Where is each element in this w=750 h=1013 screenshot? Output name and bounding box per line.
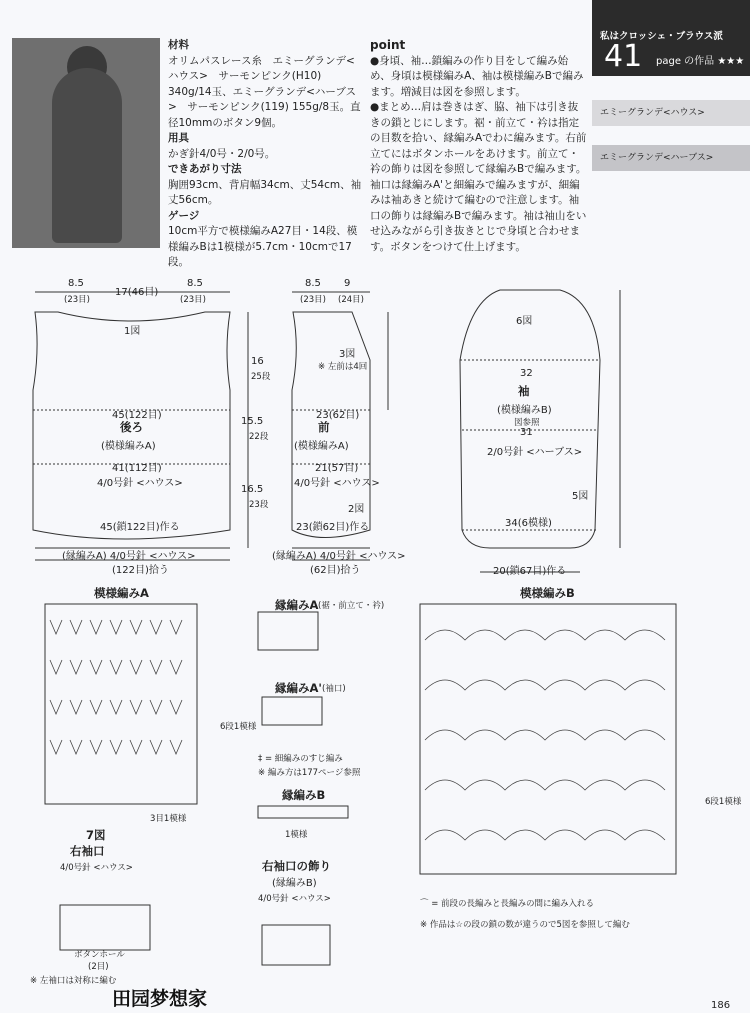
pattern-a-rows: 6段1模様 — [220, 722, 257, 732]
edging-a-sub: (裾・前立て・衿) — [318, 601, 385, 611]
edging-a2-title: 縁編みA' — [275, 681, 322, 695]
front-note: ※ 左前は4回 — [318, 362, 368, 372]
sleeve-label: 袖 — [518, 384, 530, 398]
sleeve-needle: 2/0号針 <ハーブス> — [487, 447, 583, 458]
back-needle: 4/0号針 <ハウス> — [97, 478, 183, 489]
materials-text: オリムパスレース糸 エミーグランデ<ハウス> サーモンピンク(H10) 340g/14玉、エミーグランデ<ハーブス> サーモンピンク(119) 155g/8玉。直径10mmのボタン9個。 — [168, 54, 361, 129]
legend-3: ⌒ = 前段の長編みと長編みの間に編み入れる — [420, 899, 595, 909]
height-25: 25段 — [251, 372, 271, 382]
yarn-label-herbs: エミーグランデ<ハーブス> — [592, 145, 750, 171]
front-pattern: (模様編みA) — [294, 441, 349, 452]
back-edging: (縁編みA) 4/0号針 <ハウス> — [62, 551, 196, 562]
watermark: 田园梦想家 — [112, 988, 208, 1010]
pattern-b-rows: 6段1模様 — [705, 797, 742, 807]
size-title: できあがり寸法 — [168, 163, 242, 175]
pattern-b-title: 模様編みB — [520, 586, 575, 600]
fig7-label: 7図 — [86, 828, 106, 842]
cuff-right-title: 右袖口 — [70, 844, 105, 858]
gauge-text: 10cm平方で模様編みA27目・14段、模様編みBは1模様が5.7cm・10cmで17段。 — [168, 225, 358, 268]
height-16: 16 — [251, 356, 264, 367]
pattern-b-chart — [420, 604, 676, 874]
sleeve-width-31: 31 — [520, 427, 533, 438]
front-label: 前 — [318, 420, 330, 434]
cuff-deco-title: 右袖口の飾り — [262, 859, 331, 873]
back-top-85b: 8.5 — [187, 278, 203, 289]
edging-a2-sub: (袖口) — [322, 684, 346, 694]
buttonhole-label: ボタンホール — [74, 950, 125, 960]
back-width-1: 45(122目) — [112, 410, 162, 421]
front-top-23: (23目) — [300, 295, 326, 305]
materials-title: 材料 — [168, 39, 189, 51]
cuff-deco-needle: 4/0号針 <ハウス> — [258, 894, 331, 904]
point-item-2: ●まとめ…肩は巻きはぎ、脇、袖下は引き抜きの鎖とじにします。裾・前立て・衿は指定の目数を拾い、縁編みAでわに編みます。右前立てにはボタンホールをあけます。前立て・衿の飾りは図を参照して縁編みBで編みます。袖口は縁編みA'と細編みで編みますが、細編みは袖あきと続けて編むので注意します。袖口の飾りは縁編みBで編みます。袖は袖山をいせ込みながら引き抜きとじで身頃と合わせます。ボタンをつけて仕上げます。 — [370, 101, 587, 253]
front-top-85: 8.5 — [305, 278, 321, 289]
pattern-a-repeat: 3目1模様 — [150, 814, 187, 824]
front-top-9: 9 — [344, 278, 351, 289]
fig5-label: 5図 — [572, 491, 589, 502]
yarn-label-house: エミーグランデ<ハウス> — [592, 100, 750, 126]
buttonhole-sub: (2目) — [88, 962, 109, 972]
height-23: 23段 — [249, 500, 269, 510]
front-edging: (縁編みA) 4/0号針 <ハウス> — [272, 551, 406, 562]
legend-4: ※ 作品は☆の段の鎖の数が違うので5図を参照して編む — [420, 920, 630, 930]
tools-title: 用具 — [168, 132, 189, 144]
front-needle: 4/0号針 <ハウス> — [294, 478, 380, 489]
height-165: 16.5 — [241, 484, 264, 495]
back-pick-up: (122目)拾う — [112, 565, 169, 576]
height-155: 15.5 — [241, 416, 264, 427]
fig1-label: 1図 — [124, 326, 141, 337]
back-cast-on: 45(鎖122目)作る — [100, 522, 180, 533]
size-text: 胸囲93cm、背肩幅34cm、丈54cm、袖丈56cm。 — [168, 178, 362, 206]
note-left-cuff: ※ 左袖口は対称に編む — [30, 976, 117, 986]
pattern-number: 41 — [604, 39, 643, 74]
page-label: page の作品 ★★★ — [656, 56, 745, 67]
cuff-deco-sub: (縁編みB) — [272, 878, 317, 889]
height-22: 22段 — [249, 432, 269, 442]
fig6-label: 6図 — [516, 316, 533, 327]
front-width-1: 23(62目) — [316, 410, 360, 421]
cuff-figure — [60, 905, 150, 950]
fig3-label: 3図 — [339, 349, 356, 360]
edging-b-chart — [258, 806, 348, 818]
legend-1: ‡ = 細編みのすじ編み — [258, 754, 343, 764]
sleeve-ref: 図参照 — [514, 418, 540, 428]
pattern-a-title: 模様編みA — [94, 586, 149, 600]
back-width-2: 41(112目) — [112, 463, 162, 474]
back-top-23a: (23目) — [64, 295, 90, 305]
edging-b-repeat: 1模様 — [285, 830, 308, 840]
front-cast-on: 23(鎖62目)作る — [296, 522, 370, 533]
sleeve-width-32: 32 — [520, 368, 533, 379]
back-pattern: (模様編みA) — [101, 441, 156, 452]
front-pick-up: (62目)拾う — [310, 565, 361, 576]
back-label: 後ろ — [120, 420, 143, 434]
sleeve-cast-on: 20(鎖67目)作る — [493, 566, 567, 577]
gauge-title: ゲージ — [168, 209, 200, 222]
edging-a-title: 縁編みA — [275, 598, 319, 612]
back-top-17: 17(46目) — [115, 287, 159, 298]
front-width-2: 21(57目) — [315, 463, 359, 474]
legend-2: ※ 編み方は177ページ参照 — [258, 768, 361, 778]
edging-a-chart — [258, 612, 318, 650]
tools-text: かぎ針4/0号・2/0号。 — [168, 147, 276, 160]
sleeve-pattern: (模様編みB) — [497, 405, 552, 416]
point-title: point — [370, 38, 406, 52]
cuff-deco-figure — [262, 925, 330, 965]
series-title: 私はクロッシェ・ブラウス派 — [600, 31, 723, 42]
back-top-23b: (23目) — [180, 295, 206, 305]
page-number: 186 — [711, 1000, 731, 1011]
sleeve-width-34: 34(6模様) — [505, 518, 552, 529]
edging-a2-chart — [262, 697, 322, 725]
pattern-a-chart — [45, 604, 197, 804]
fig2-label: 2図 — [348, 504, 365, 515]
edging-b-title: 縁編みB — [282, 788, 326, 802]
point-item-1: ●身頃、袖…鎖編みの作り目をして編み始め、身頃は模様編みA、袖は模様編みBで編みます。増減目は図を参照します。 — [370, 54, 584, 98]
front-top-24: (24目) — [338, 295, 364, 305]
back-top-85a: 8.5 — [68, 278, 84, 289]
cuff-needle: 4/0号針 <ハウス> — [60, 863, 133, 873]
